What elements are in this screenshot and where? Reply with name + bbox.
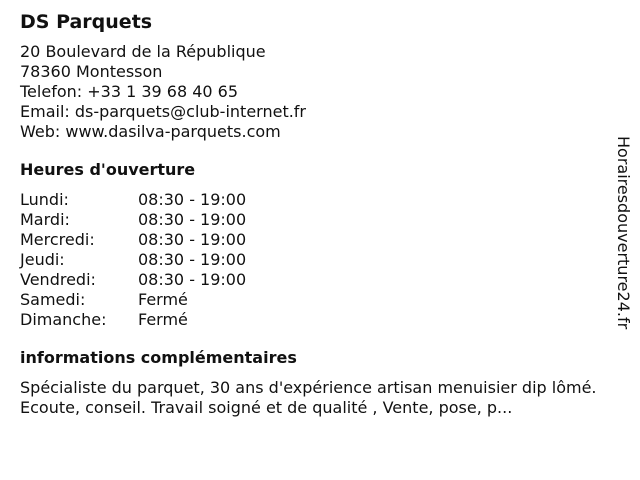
- address-street: 20 Boulevard de la République: [20, 42, 266, 61]
- address-city: 78360 Montesson: [20, 62, 163, 81]
- website-line[interactable]: Web: www.dasilva-parquets.com: [20, 122, 281, 141]
- business-name: DS Parquets: [20, 11, 153, 33]
- hours-row-tuesday: [20, 210, 610, 230]
- hours-row-sunday: [20, 310, 610, 330]
- opening-hours-title: Heures d'ouverture: [20, 160, 196, 179]
- hours-day: Samedi:: [20, 290, 86, 309]
- hours-time: Fermé: [138, 310, 188, 329]
- hours-row-monday: [20, 190, 610, 210]
- site-brand-vertical[interactable]: Horairesdouverture24.fr: [614, 136, 633, 330]
- hours-day: Vendredi:: [20, 270, 96, 289]
- hours-day: Lundi:: [20, 190, 69, 209]
- additional-info-text: Spécialiste du parquet, 30 ans d'expérience artisan menuisier dip lômé. Ecoute, conseil. Travail soigné et de qualité , Vente, pose, p...: [20, 378, 597, 417]
- hours-time: 08:30 - 19:00: [138, 190, 247, 209]
- opening-hours-table: [20, 190, 610, 330]
- hours-time: 08:30 - 19:00: [138, 270, 247, 289]
- hours-row-friday: [20, 270, 610, 290]
- business-card: [20, 10, 610, 418]
- hours-time: 08:30 - 19:00: [138, 210, 247, 229]
- hours-row-saturday: [20, 290, 610, 310]
- hours-day: Mercredi:: [20, 230, 95, 249]
- hours-row-thursday: [20, 250, 610, 270]
- hours-day: Jeudi:: [20, 250, 65, 269]
- hours-day: Dimanche:: [20, 310, 107, 329]
- hours-row-wednesday: [20, 230, 610, 250]
- hours-time: Fermé: [138, 290, 188, 309]
- hours-day: Mardi:: [20, 210, 70, 229]
- hours-time: 08:30 - 19:00: [138, 230, 247, 249]
- hours-time: 08:30 - 19:00: [138, 250, 247, 269]
- email-line[interactable]: Email: ds-parquets@club-internet.fr: [20, 102, 307, 121]
- additional-info-title: informations complémentaires: [20, 348, 297, 367]
- phone-line[interactable]: Telefon: +33 1 39 68 40 65: [20, 82, 239, 101]
